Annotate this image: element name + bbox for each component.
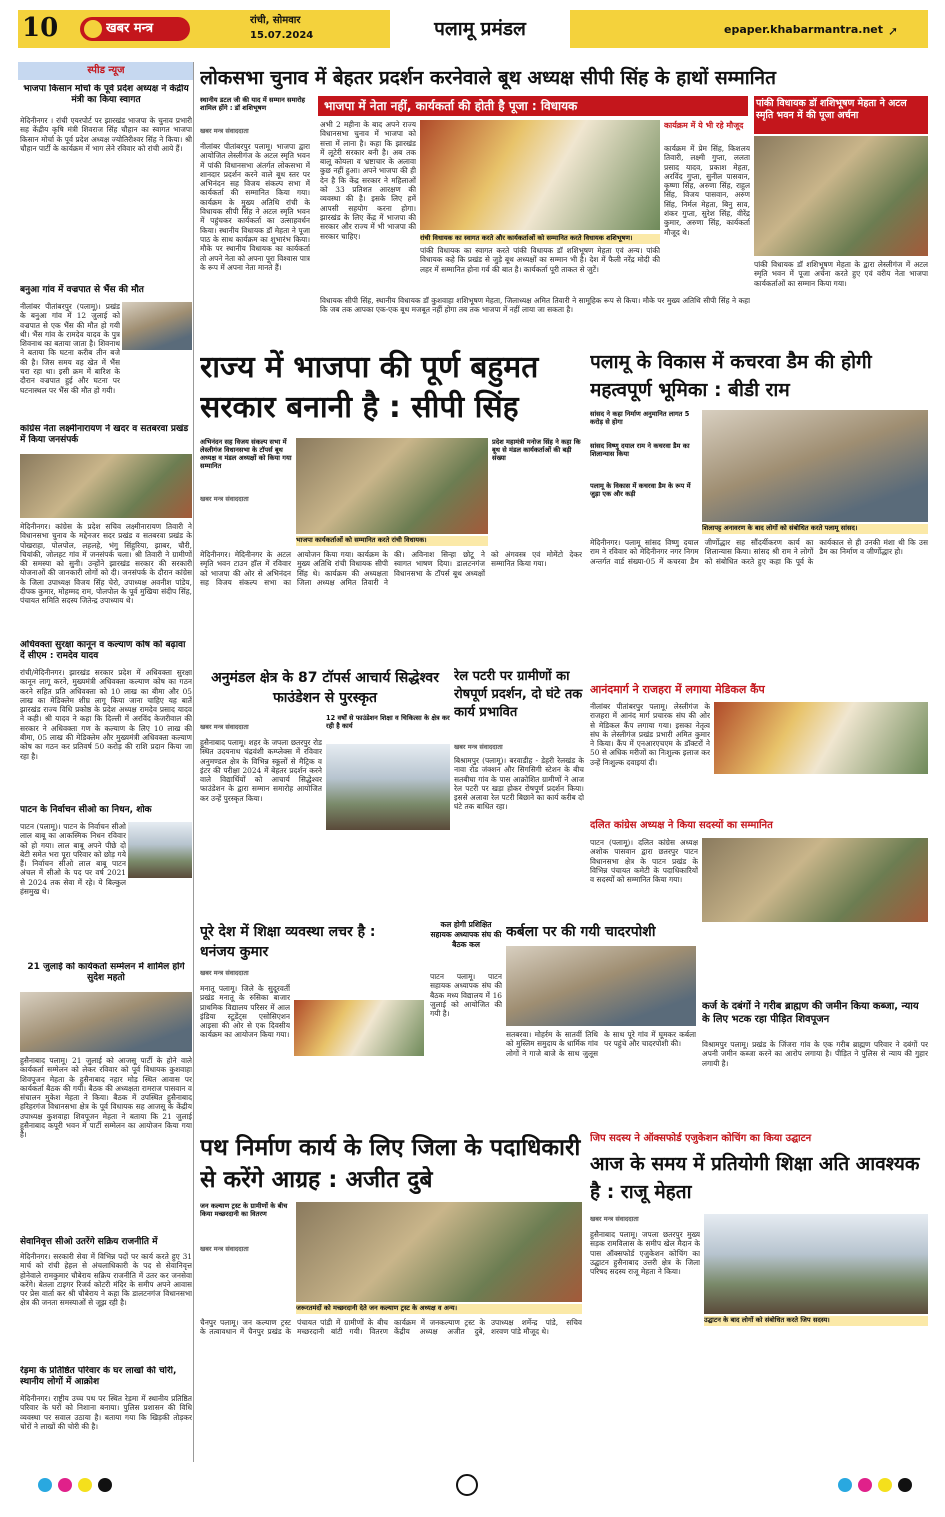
third-left-body: हुसैनाबाद पलामू। शहर के जपला छतरपुर रोड स्थित उदयनाथ चंद्रवंशी कम्प्लेक्स में रविवार अनुमण्डल क्षेत्र के विभिन्न स्कूलों से मैट्रिक व इंटर की परीक्षा 2024 में बेहतर प्रदर्शन करने वाले विद्यार्थियों को आचार्य सिद्धेश्वर फाउंडेशन के द्वारा सम्मान समारोह आयोजित कर उन्हें पुरस्कृत किया।	[200, 738, 322, 803]
dalit-photo	[702, 838, 928, 922]
color-dot-black-2	[898, 1478, 912, 1492]
bottom-left-byline: खबर मन्त्र संवाददाता	[200, 1245, 249, 1253]
section-title: पलामू प्रमंडल	[390, 10, 570, 48]
color-dot-black	[98, 1478, 112, 1492]
bottom-right-photo	[704, 1214, 928, 1314]
bottom-left-photo	[296, 1202, 582, 1302]
masthead-city: रांची, सोमवार	[250, 15, 301, 26]
color-dot-yellow-2	[878, 1478, 892, 1492]
top-right-caption: पांकी विधायक डॉ शशिभूषण मेहता के द्वारा लेस्लीगंज में अटल स्मृति भवन में पूजा अर्चना करते हुए एवं वरीय नेता भाजपा कार्यकर्ताओं का सम्मान किया गया।	[754, 260, 928, 288]
news-6-title: 21 जुलाई को कार्यकर्ता सम्मेलन में शामिल होंगे सुदेश महतो	[27, 962, 185, 983]
news-5-photo	[128, 822, 192, 878]
mid-right-bullet-3: पलामू के विकास में कचरवा डैम के रूप में जुड़ा एक और कड़ी	[590, 482, 691, 498]
news-1-body: मेदिनीनगर । रांची एयरपोर्ट पर झारखंड भाजपा के चुनाव प्रभारी सह केंद्रीय कृषि मंत्री शिवराज सिंह चौहान का स्वागत भाजपा किसान मोर्चा के पूर्व प्रदेश अध्यक्ष ज्योतिरीश्वर सिंह ने किया। श्री चौहान पार्टी के कार्यक्रम में भाग लेने रविवार को रांची आये हैं।	[20, 116, 192, 153]
top-strip: विधायक सीपी सिंह, स्थानीय विधायक डॉ कुशवाहा शशिभूषण मेहता, जिलाध्यक्ष अमित तिवारी ने सामूहिक रूप से किया। मौके पर मुख्य अतिथि सीपी सिंह ने कहा कि जब तक आपका एक-एक बूथ मजबूत नहीं होगा तब तक भाजपा में नहीं लाया जा सकता है।	[320, 296, 750, 315]
news-8-body: मेदिनीनगर। राष्ट्रीय उच्च पथ पर स्थित रेड़मा में स्थानीय प्रतिष्ठित परिवार के घरों को निशाना बनाया। पुलिस प्रशासन की विधि व्यवस्था पर सवाल उठाया है। बताया गया कि खिड़की तोड़कर चोरों ने लाखों की चोरी की है।	[20, 1394, 192, 1431]
edu-byline: खबर मन्त्र संवाददाता	[200, 969, 249, 977]
speed-news-tag: स्पीड न्यूज	[18, 62, 194, 80]
brahmin-body: विश्रामपुर पलामू। प्रखंड के जिंजरा गांव के एक गरीब ब्राह्मण परिवार ने दबंगों पर अपनी जमीन कब्जा करने का आरोप लगाया है। पीड़ित ने पुलिस से न्याय की गुहार लगायी है।	[702, 1040, 928, 1068]
news-4-body: रांची/मेदिनीनगर। झारखंड सरकार प्रदेश में अधिवक्ता सुरक्षा कानून लागू करने, मुख्यमंत्री अधिवक्ता कल्याण कोष का गठन करने सहित प्रति अधिवक्ता को 10 लाख का बीमा और 05 लाख का मेडिक्लेम शीघ्र लागू किया जाना चाहिए यह बातें झारखंड राज्य विधि प्रकोष्ठ के प्रदेश अध्यक्ष रामदेव प्रसाद यादव ने कही। श्री यादव ने कहा कि दिल्ली में अरविंद केजरीवाल की सरकार ने अधिवक्ता गण के कल्याण के लिए 10 लाख की बीमा, 05 लाख की मेडिक्लेम और मुख्यमंत्री अधिवक्ता कल्याण कोष का गठन कर प्रतिवर्ष 50 करोड़ की राशि प्रदान किया जा रहा है।	[20, 668, 192, 761]
top-caption-body: पांकी विधायक का स्वागत करते पांकी विधायक डॉ शशिभूषण मेहता एवं अन्य। पांकी विधायक कहे कि प्रखंड से जुड़े बूथ अध्यक्षों का सम्मान भी है। देश में फैली नरेंद्र मोदी की लहर में सम्मानित होना गर्व की बात है। कार्यकर्ता पूरी ताकत से जुटें।	[420, 246, 660, 274]
mid-right-photo	[702, 410, 928, 522]
rail-head: रेल पटरी पर ग्रामीणों का रोषपूर्ण प्रदर्शन, दो घंटे तक कार्य प्रभावित	[454, 669, 583, 720]
epaper-url[interactable]: epaper.khabarmantra.net	[724, 23, 883, 36]
top-headline: लोकसभा चुनाव में बेहतर प्रदर्शन करनेवाले बूथ अध्यक्ष सीपी सिंह के हाथों सम्मानित	[200, 67, 776, 89]
third-left-photo	[326, 744, 450, 830]
news-1-title: भाजपा किसान मोर्चा के पूर्व प्रदेश अध्यक्ष ने केंद्रीय मंत्री का किया स्वागत	[23, 84, 189, 105]
bottom-right-caption: उद्घाटन के बाद लोगों को संबोधित करते जिप सदस्य।	[704, 1316, 928, 1326]
top-bio-box	[664, 120, 750, 312]
top-right-head: पांकी विधायक डॉ शशिभूषण मेहता ने अटल स्मृति भवन में की पूजा अर्चना	[754, 96, 928, 134]
bottom-right-head: आज के समय में प्रतियोगी शिक्षा अति आवश्यक है : राजू मेहता	[590, 1153, 920, 1203]
news-3-photo	[20, 454, 192, 518]
top-left-col	[200, 96, 310, 338]
color-dot-cyan-2	[838, 1478, 852, 1492]
karbala-head: कर्बला पर की गयी चादरपोशी	[506, 924, 656, 940]
cursor-icon: ➚	[888, 24, 899, 38]
page-number: 10	[22, 13, 58, 43]
brand-logo	[80, 17, 190, 41]
brand-name: खबर मन्त्र	[106, 21, 154, 36]
mid-headline: राज्य में भाजपा की पूर्ण बहुमत सरकार बनानी है : सीपी सिंह	[200, 350, 539, 425]
news-4-title: अधिवक्ता सुरक्षा कानून व कल्याण कोष को बढ़ावा दें सीएम : रामदेव यादव	[20, 640, 186, 661]
news-2-body: नीलांबर पीतांबरपुर (पलामू)। प्रखंड के बनुआ गांव में 12 जुलाई को वज्रपात से एक भैंस की मौत हो गयी थी। भैंस गांव के रामदेव यादव के पुत्र शिवनाथ का बताया जाता है। शिवनाथ ने बताया कि घटना करीब तीन बजे की है। जिस समय वह खेत में भैंस चरा रहा था। इसी क्रम में बारिश के दौरान वज्रपात हुई और घटना पर घटनास्थल पर भैंस की मौत हो गयी।	[20, 302, 120, 395]
brahmin-head: कर्ज के दबंगों ने गरीब ब्राह्मण की जमीन किया कब्जा, न्याय के लिए भटक रहा पीड़ित शिवपूजन	[702, 1001, 919, 1025]
meet-head: कल होगी प्रशिक्षित सहायक अध्यापक संघ की बैठक कल	[430, 920, 502, 949]
mid-bullet-2: प्रदेश महामंत्री मनोज सिंह ने कहा कि बूथ से मंडल कार्यकर्ताओं की बड़ी संख्या	[492, 438, 581, 462]
news-5-body: पाटन (पलामू)। पाटन के निर्वाचन सीओ लाल बाबू का आकस्मिक निधन रविवार को हो गया। लाल बाबू अपने पीछे दो बेटी समेत भरा पूरा परिवार को छोड़ गये हैं। निर्वाचन सीओ लाल बाबू पाटन अंचल में सीओ के पद पर वर्ष 2021 से 2024 तक सेवा में रहे। ये बिल्कुल हंसमुख थे।	[20, 822, 126, 897]
bottom-right-tag: जिप सदस्य ने ऑक्सफोर्ड एजुकेशन कोचिंग का किया उद्घाटन	[590, 1133, 812, 1144]
mid-right-body: मेदिनीनगर। पलामू सांसद विष्णु दयाल राम ने रविवार को मेदिनीनगर नगर निगम अन्तर्गत वार्ड संख्या-05 में कचरवा डैम जीर्णोद्धार सह सौंदर्यीकरण कार्य का शिलान्यास किया। सांसद श्री राम ने लोगों को संबोधित करते हुए कहा कि पूर्व के कार्यकाल से ही उनकी मंशा थी कि उस डैम का निर्माण व जीर्णोद्धार हो।	[590, 538, 928, 566]
karbala-body: सतबरवा। मोहर्रम के सातवीं तिथि को मुस्लिम समुदाय के धार्मिक गांव लोगों ने गाजे बाजे के साथ जुलूस के साथ पूरे गांव में घूमकर कर्बला पर पहुंचे और चादरपोशी की।	[506, 1030, 696, 1058]
mid-right-bullet-1: सांसद ने कहा निर्माण अनुमानित लागत 5 करोड़ से होगा	[590, 410, 690, 426]
dalit-head: दलित कांग्रेस अध्यक्ष ने किया सदस्यों का सम्मानित	[590, 820, 773, 831]
medical-body: नीलांबर पीतांबरपुर पलामू। लेस्लीगंज के राजहरा में आनंद मार्ग प्रचारक संघ की ओर से मेडिकल कैंप लगाया गया। इसका नेतृत्व संघ के लेस्लीगंज प्रखंड प्रभारी अमित कुमार ने किया। कैंप में एनआरएचएम के डॉक्टरों ने 50 से अधिक मरीजों का निःशुल्क इलाज कर उन्हें निःशुल्क दवाइयां दी।	[590, 702, 710, 767]
top-body-left: नीलांबर पीतांबरपुर पलामू। भाजपा द्वारा आयोजित लेस्लीगंज के अटल स्मृति भवन में पांकी विधानसभा अंतर्गत लोकसभा में शानदार प्रदर्शन करने वाले बूथ स्तर पर अभिनंदन सह विजय संकल्प सभा में कार्यकर्ता की सम्मानित किया गया। कार्यक्रम के मुख्य अतिथि रांची के विधायक सीपी सिंह ने अटल स्मृति भवन में पहुंचकर कार्यकर्ता का उत्साहवर्धन किया। स्थानीय विधायक डॉ मेहता ने पूजा पाठ के साथ कार्यक्रम का शुभारंभ किया। मौके पर स्थानीय विधायक का कार्यकर्ता तो अपने नेता को अपना पूरा विश्वास पात्र के रूप में अपना नेता मानते हैं।	[200, 142, 310, 272]
news-3-title: कांग्रेस नेता लक्ष्मीनारायण ने खदर व सतबरवा प्रखंड में किया जनसंपर्क	[20, 424, 189, 445]
color-dot-magenta	[58, 1478, 72, 1492]
footer-registration	[18, 1470, 928, 1500]
top-quote-body: अभी 2 महीना के बाद अपने राज्य विधानसभा चुनाव में भाजपा को सत्ता में लाना है। कहा कि झारखंड में लूटेरी सरकार बनी है। अब तक बालू कोयला व भ्रष्टाचार के अलावा कुछ नहीं हुआ। अपने भाजपा की ही देन है कि केंद्र सरकार ने महिलाओं को 33 प्रतिशत आरक्षण की व्यवस्था की है। इसके लिए हमें आपसी सहयोग करना होगा। झारखंड के लिए केंद्र में भाजपा की सरकार और राज्य में भी भाजपा की सरकार चाहिए।	[320, 120, 416, 241]
color-dot-magenta-2	[858, 1478, 872, 1492]
color-dot-cyan	[38, 1478, 52, 1492]
top-bio-head: कार्यक्रम में ये भी रहे मौजूद	[664, 121, 744, 130]
crosshair-icon	[456, 1474, 478, 1496]
top-photo-stage	[420, 120, 660, 230]
third-left-head: अनुमंडल क्षेत्र के 87 टॉपर्स आचार्य सिद्धेश्वर फाउंडेशन से पुरस्कृत	[211, 670, 439, 706]
mid-right-bullet-2: सांसद विष्णु दयाल राम ने कचरवा डैम का शिलान्यास किया	[590, 442, 690, 458]
dalit-body: पाटन (पलामू)। दलित कांग्रेस अध्यक्ष अशोक पासवान द्वारा छतरपुर पाटन विधानसभा क्षेत्र के पाटन प्रखंड के विभिन्न पंचायत कमेटी के पदाधिकारियों व सदस्यों को सम्मानित किया गया।	[590, 838, 698, 885]
third-left-byline: खबर मन्त्र संवाददाता	[200, 723, 249, 731]
top-right-photo	[754, 136, 928, 256]
edu-head: पूरे देश में शिक्षा व्यवस्था लचर है : धनंजय कुमार	[200, 924, 376, 960]
medical-head: आनंदमार्ग ने राजहरा में लगाया मेडिकल कैंप	[590, 683, 765, 696]
third-left-bullet: 12 वर्षों से फाउंडेशन शिक्षा व चिकित्सा के क्षेत्र कर रही है कार्य	[326, 714, 450, 730]
news-5-title: पाटन के निर्वाचन सीओ का निधन, शोक	[20, 805, 152, 815]
edu-photo	[294, 1000, 424, 1056]
top-bullet: स्थानीय डटल जी की याद में सम्मान समारोह शामिल होंगे : डॉ शशिभूषण	[200, 96, 306, 112]
left-column	[18, 62, 194, 1462]
mid-right-col	[590, 348, 928, 848]
mid-right-caption: शिलापट्ट अनावरण के बाद लोगों को संबोधित करते पलामू सांसद।	[702, 524, 928, 534]
news-2-title: बनुआ गांव में वज्रपात से भैंस की मौत	[20, 285, 144, 295]
bottom-right-body: हुसैनाबाद पलामू। जपला छतरपुर मुख्य सड़क रामविलास के समीप खेल मैदान के पास ऑक्सफोर्ड एजुकेशन कोचिंग का उद्घाटन हुसैनाबाद उत्तरी क्षेत्र के जिला परिषद सदस्य राजू मेहता ने किया।	[590, 1230, 700, 1277]
meet-body: पाटन पलामू। पाटन सहायक अध्यापक संघ की बैठक मध्य विद्यालय में 16 जुलाई को आयोजित की गयी है।	[430, 972, 502, 1019]
masthead-date: 15.07.2024	[250, 30, 314, 41]
mid-caption: भाजपा कार्यकर्ताओं को सम्मानित करते रांची विधायक।	[296, 536, 488, 546]
news-6-photo	[20, 992, 192, 1052]
medical-photo	[714, 702, 928, 774]
bottom-left-caption: जरूरतमंदों को मच्छरदानी देते जन कल्याण ट्रस्ट के अध्यक्ष व अन्य।	[296, 1304, 582, 1314]
top-caption: रांची विधायक का स्वागत करते और कार्यकर्ताओं को सम्मानित करते विधायक शशिभूषण।	[420, 234, 660, 244]
bottom-right-byline: खबर मन्त्र संवाददाता	[590, 1215, 639, 1223]
mid-right-head: पलामू के विकास में कचरवा डैम की होगी महत्वपूर्ण भूमिका : बीडी राम	[590, 351, 872, 401]
edu-body: मनातू पलामू। जिले के सुदूरवर्ती प्रखंड मनातू के रुसिका बाजार प्राथमिक विद्यालय परिसर में आल इंडिया स्टूडेंट्स एसोसिएशन आइसा की ओर से एक दिवसीय कार्यक्रम का आयोजन किया गया।	[200, 984, 290, 1040]
top-quote-box	[318, 96, 748, 116]
brand-logo-icon	[84, 20, 102, 38]
news-7-title: सेवानिवृत्त सीओ उतरेंगे सक्रिय राजनीति में	[20, 1237, 158, 1247]
rail-body: बिश्रामपुर (पलामू)। बरवाडीह - डेहरी रेलखंड के नावा रोड जंक्शन और सिगसिगी स्टेशन के बीच सतबीघा गांव के पास आक्रोशित ग्रामीणों ने आज रेल पटरी पर खड़ा होकर रोषपूर्ण प्रदर्शन किया। इससे अलावा रेल पटरी बिछाने का कार्य करीब दो घंटे तक बाधित रहा।	[454, 756, 584, 812]
bottom-left-bullet: जन कल्याण ट्रस्ट के ग्रामीणों के बीच किया मच्छरदानी का वितरण	[200, 1202, 288, 1218]
color-dot-yellow	[78, 1478, 92, 1492]
top-bio-body: कार्यक्रम में प्रेम सिंह, किशलय तिवारी, लक्ष्मी गुप्ता, ललता प्रसाद यादव, प्रकाश मेहता, अरविंद गुप्ता, सुनील पासवान, कृष्णा सिंह, अरुणा सिंह, राहुल सिंह, विजय पासवान, अरुण सिंह, निर्मल मेहता, बिनु साव, शंकर गुप्ता, सुरेश सिंह, वीरेंद्र कुमार, अरुणा सिंह, कार्यकर्ता मौजूद थे।	[664, 144, 750, 237]
karbala-photo	[506, 946, 696, 1026]
masthead	[18, 10, 928, 48]
top-right-col	[754, 96, 928, 338]
mid-bullet-1: अभिनंदन सह विजय संकल्प सभा में लेस्लीगंज विधानसभा के टॉपर्स बूथ अध्यक्ष व मंडल अध्यक्षों को किया गया सम्मानित	[200, 438, 292, 470]
news-2-photo	[122, 302, 192, 350]
mid-byline: खबर मन्त्र संवाददाता	[200, 495, 249, 503]
top-quote-head: भाजपा में नेता नहीं, कार्यकर्ता की होती है पूजा : विधायक	[324, 99, 578, 113]
news-3-body: मेदिनीनगर। कांग्रेस के प्रदेश सचिव लक्ष्मीनारायण तिवारी ने विधानसभा चुनाव के मद्देनजर सदर प्रखंड व सतबरवा प्रखंड के पोखराहा, पोलपोल, लहलहे, भंगु सिंहुरिया, झाबर, चौरी, चियांकी, जोलहट गांव में जनसंपर्क चला। श्री तिवारी ने ग्रामीणों की समस्या को सुनी। उन्होंने झारखंड सरकार की सरकारी योजनाओं की जानकारी लोगों को दी। जनसंपर्क के दौरान कांग्रेस के जिला उपाध्यक्ष विजय सिंह चेरो, उपाध्यक्ष अवनीश पांडेय, दीपक कुमार, मोहम्मद राम, पोलपोल के पूर्व मुखिया संदीप सिंह, पंचायत समिति सदस्य जितेन्द्र उपाध्याय थे।	[20, 522, 192, 606]
news-6-body: हुसैनाबाद पलामू। 21 जुलाई को आजसू पार्टी के होने वाले कार्यकर्ता सम्मेलन को लेकर रविवार को पूर्व विधायक कुशवाहा शिवपूजन मेहता के हुसैनाबाद नहार मोड़ स्थित आवास पर कार्यकर्ता बैठक की गयी। बैठक की अध्यक्षता रामराज पासवान व संचालन मुकेश मेहता ने किया। बैठक में उपस्थित हुसैनाबाद हरिहरगंज विधानसभा क्षेत्र के पूर्व विधायक सह आजसू के केंद्रीय उपाध्यक्ष कुशवाहा शिवपूजन मेहता ने बताया कि 21 जुलाई हुसैनाबाद कपूरी भवन में पार्टी सम्मेलन का आयोजन किया गया है।	[20, 1056, 192, 1140]
mid-body: मेदिनीनगर। मेदिनीनगर के अटल स्मृति भवन टाउन हॉल में रविवार को भाजपा की ओर से अभिनंदन सह विजय संकल्प सभा का आयोजन किया गया। कार्यक्रम के मुख्य अतिथि रांची विधायक सीपी सिंह थे। कार्यक्रम की अध्यक्षता जिला अध्यक्ष अमित तिवारी ने की। अविनाश सिन्हा छोटू ने स्वागत भाषण दिया। डालटनगंज विधानसभा के टॉपर्स बूथ अध्यक्षों को अंगवस्त्र एवं मोमेंटो देकर सम्मानित किया गया।	[200, 550, 582, 587]
bottom-left-head: पथ निर्माण कार्य के लिए जिला के पदाधिकारी से करेंगे आग्रह : अजीत दुबे	[200, 1135, 581, 1193]
bottom-left-body: चैनपुर पलामू। जन कल्याण ट्रस्ट के तत्वावधान में चैनपुर प्रखंड के पंचायत पांडी में ग्रामीणों के बीच मच्छरदानी बांटी गयी। वितरण कार्यक्रम में जनकल्याण ट्रस्ट के केंद्रीय अध्यक्ष अजीत दुबे, उपाध्यक्ष शर्मेन्द्र पांडे, सचिव शरवण पांडे मौजूद थे।	[200, 1318, 582, 1337]
top-byline: खबर मन्त्र संवाददाता	[200, 127, 249, 135]
news-8-title: रेड़मा के प्रतिष्ठित परिवार के घर लाखों की चोरी, स्थानीय लोगों में आक्रोश	[20, 1366, 177, 1387]
rail-byline: खबर मन्त्र संवाददाता	[454, 743, 503, 751]
news-7-body: मेदिनीनगर। सरकारी सेवा में विभिन्न पदों पर कार्य करते हुए 31 मार्च को रांची हेहल से अंचलाधिकारी के पद से सेवानिवृत्त होनेवाले रामकुमार चौबेराय सक्रिय राजनीति में उतर कर जनसेवा करेंगे। बेतला टाइगर रिजर्व कोटरी मंदिर के समीप अपने आवास पर प्रेस वार्ता कर श्री चौबेराय ने कहा कि डालटनगंज विधानसभा क्षेत्र की जनता समस्याओं से जूझ रही है।	[20, 1252, 192, 1308]
